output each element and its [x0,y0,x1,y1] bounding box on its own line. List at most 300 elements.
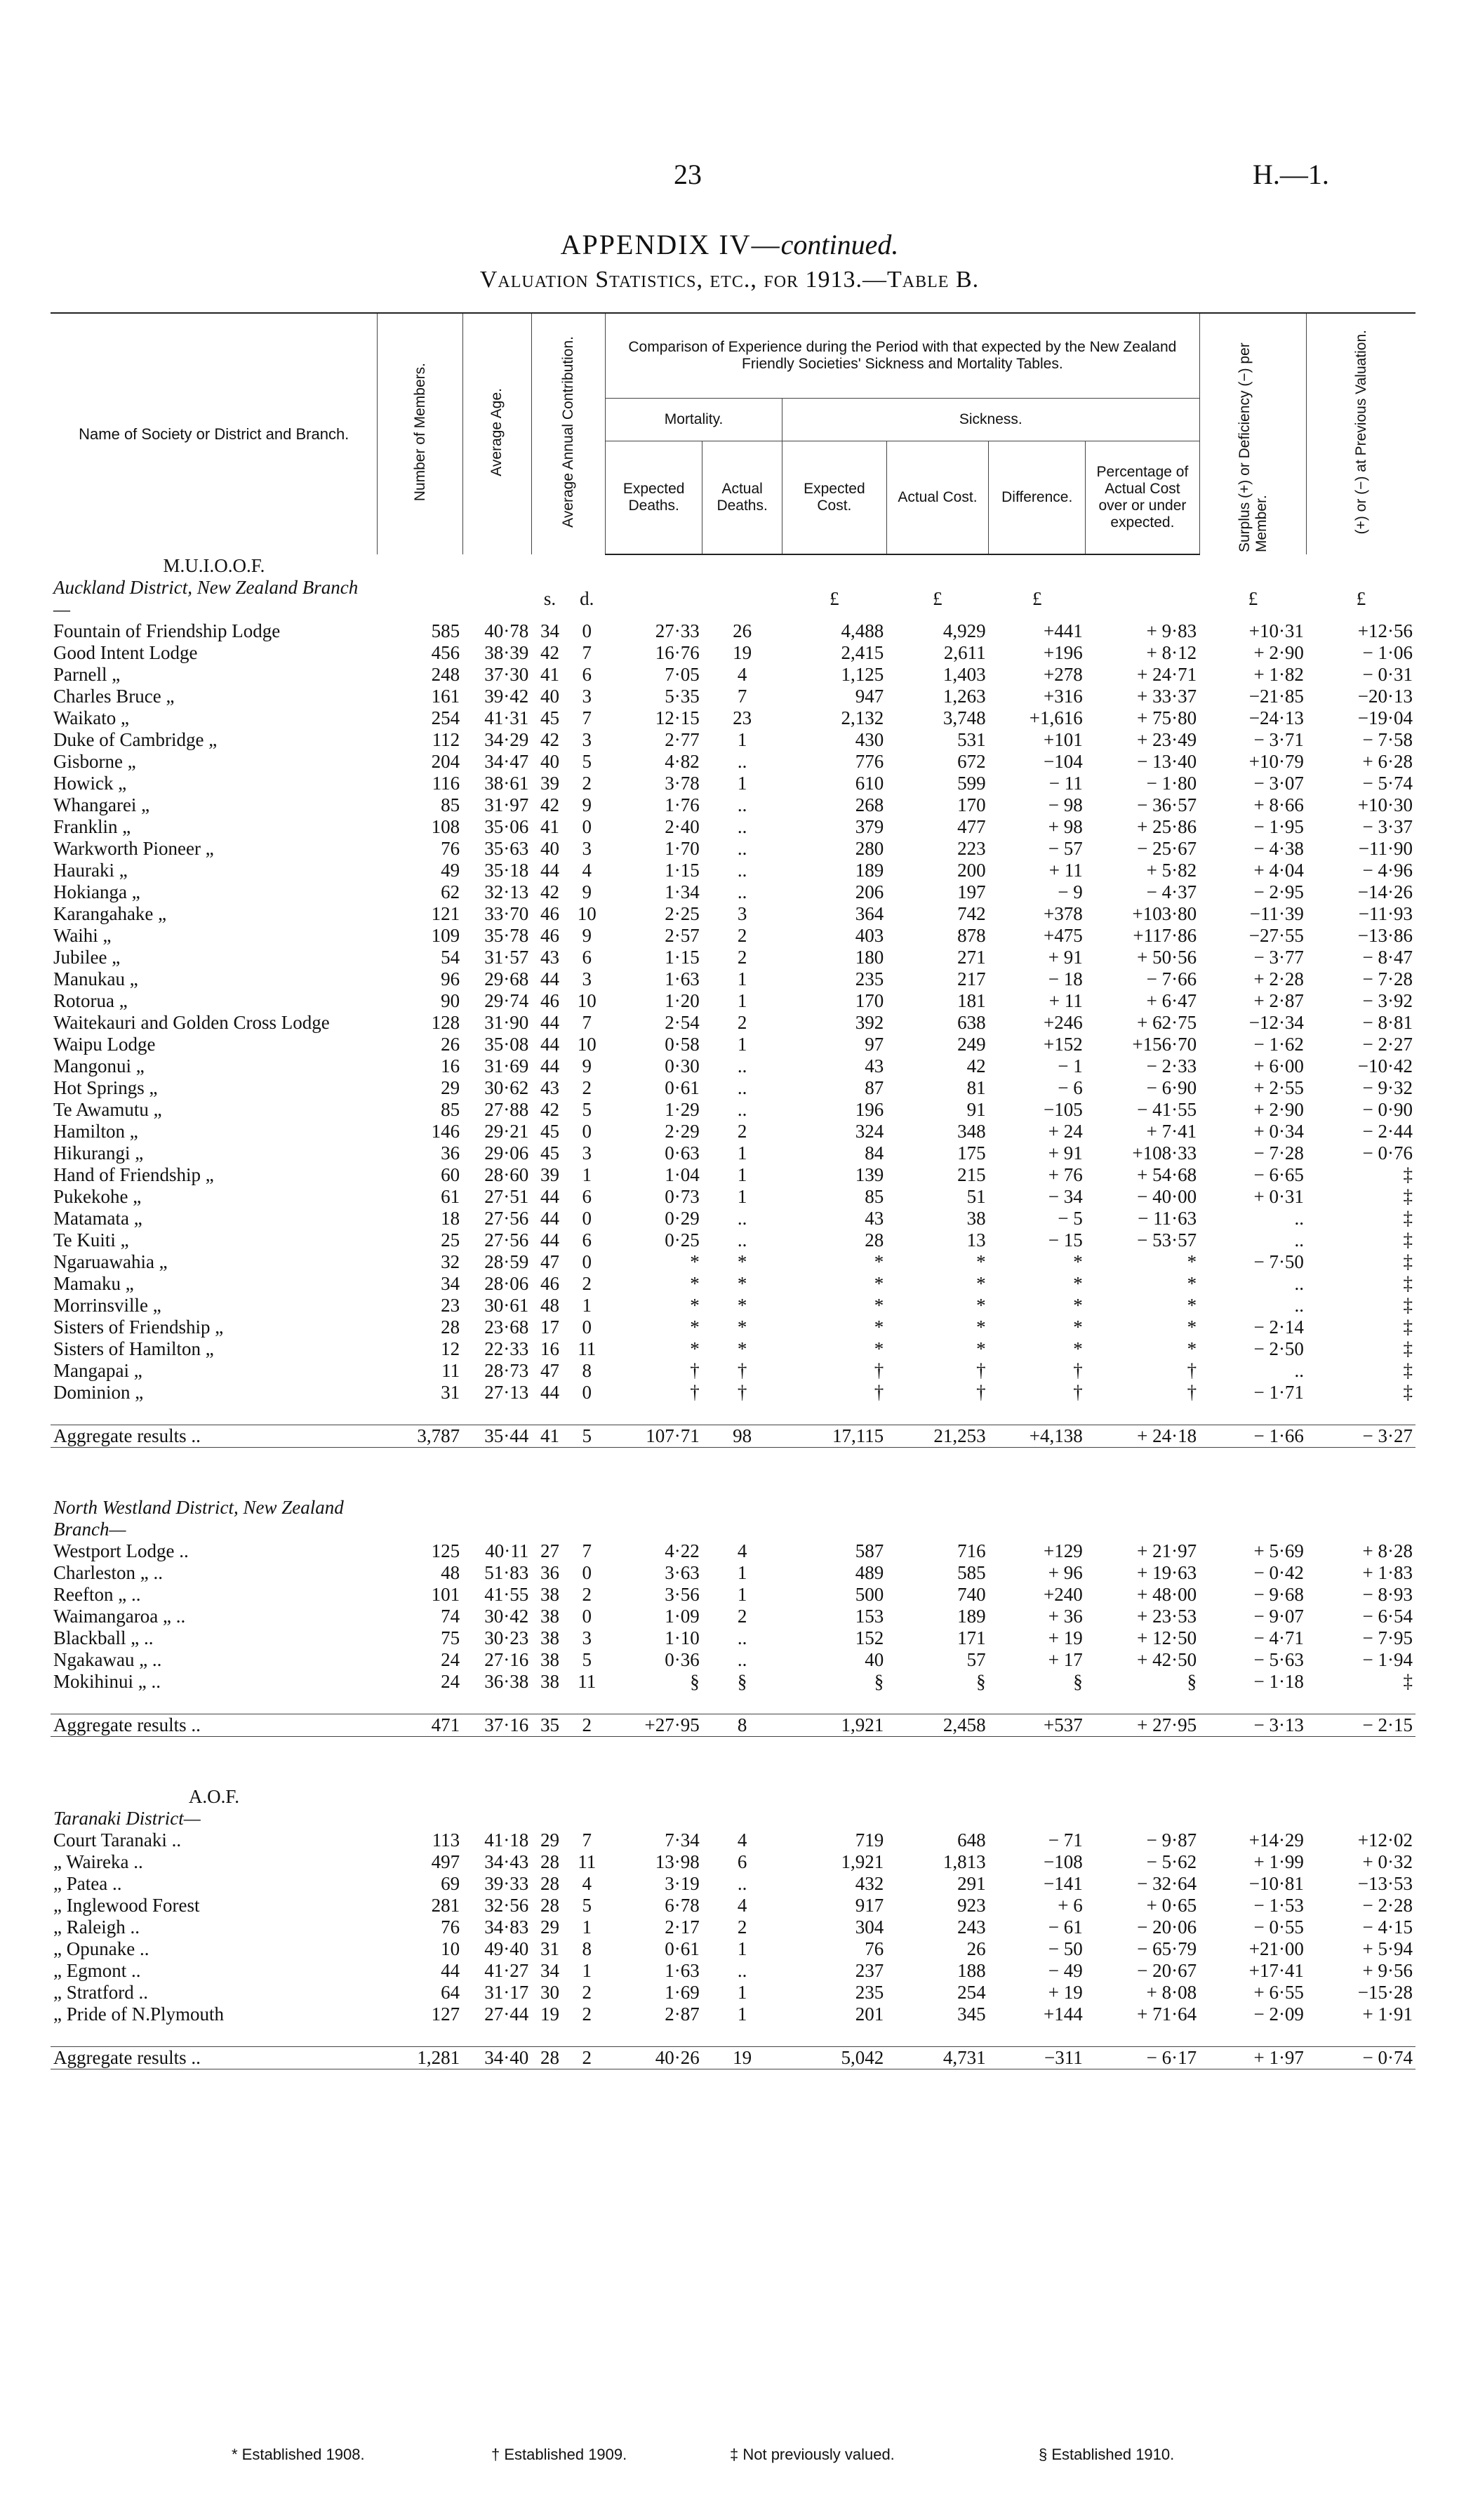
cell-act_deaths: .. [737,860,747,881]
cell-exp_cost: 235 [855,968,884,989]
cell-diff: − 98 [1048,794,1083,815]
cell-act_cost: 13 [966,1229,986,1251]
branch-name: Te Awamutu „ [53,1099,162,1120]
cell-diff: * [1073,1316,1083,1338]
cell-act_cost: 345 [957,2004,986,2025]
cell-d: 5 [582,1099,592,1120]
branch-name: „ Egmont .. [53,1960,141,1981]
cell-surplus: − 1·62 [1253,1034,1304,1055]
cell-members: 204 [431,751,460,772]
cell-prev: − 6·54 [1362,1606,1413,1627]
cell-surplus: −27·55 [1248,925,1304,946]
cell-diff: + 24 [1048,1121,1083,1142]
cell-exp_cost: 947 [855,686,884,707]
cell-pct: * [1187,1338,1197,1359]
cell-age: 40·78 [484,620,529,641]
cell-act_cost: 215 [957,1164,986,1185]
branch-name: Blackball „ .. [53,1627,154,1648]
branch-name: Howick „ [53,773,127,794]
cell-d: 0 [582,1562,592,1583]
cell-members: 248 [431,664,460,685]
aggregate-age: 34·40 [462,2047,531,2069]
cell-age: 29·21 [484,1121,529,1142]
branch-name: Manukau „ [53,968,138,989]
cell-age: 35·63 [484,838,529,859]
blank [378,577,531,620]
cell-members: 12 [441,1338,460,1359]
cell-exp_deaths: 2·77 [665,729,700,750]
cell-exp_deaths: 6·78 [665,1895,700,1916]
cell-d: 5 [582,1895,592,1916]
cell-act_deaths: 7 [737,686,747,707]
cell-act_deaths: * [737,1295,747,1316]
cell-age: 31·97 [484,794,529,815]
aggregate-prev: − 2·15 [1307,1714,1415,1737]
cell-act_cost: † [976,1382,986,1403]
cell-diff: +246 [1044,1012,1083,1033]
cell-d: 7 [582,642,592,663]
cell-act_deaths: 1 [737,773,747,794]
cell-age: 31·17 [484,1982,529,2003]
cell-d: 4 [582,860,592,881]
cell-pct: + 54·68 [1137,1164,1197,1185]
cell-exp_deaths: 2·17 [665,1916,700,1938]
cell-s: 44 [540,860,560,881]
cell-diff: +278 [1044,664,1083,685]
cell-age: 51·83 [484,1562,529,1583]
cell-exp_deaths: * [690,1295,700,1316]
cell-exp_cost: 189 [855,860,884,881]
cell-act_cost: 200 [957,860,986,881]
cell-exp_cost: 4,488 [841,620,884,641]
cell-act_deaths: 1 [737,1186,747,1207]
header-comparison: Comparison of Experience during the Period with that expected by the New Zealand Friendly Societies' Sickness and Mortality Tables. [606,313,1199,399]
cell-act_cost: 1,403 [942,664,986,685]
cell-exp_cost: * [874,1273,884,1294]
cell-d: 0 [582,620,592,641]
cell-act_deaths: † [737,1360,747,1381]
table-row [51,860,1415,881]
cell-s: 41 [540,816,560,837]
cell-act_deaths: 1 [737,1584,747,1605]
cell-age: 35·18 [484,860,529,881]
cell-surplus: − 2·50 [1253,1338,1304,1359]
branch-name: Sisters of Friendship „ [53,1316,224,1338]
table-row [51,1982,1415,2004]
branch-name: Mangapai „ [53,1360,142,1381]
cell-members: 49 [441,860,460,881]
cell-members: 497 [431,1851,460,1872]
branch-name: Westport Lodge .. [53,1540,189,1561]
cell-act_deaths: 1 [737,729,747,750]
cell-act_deaths: .. [737,816,747,837]
cell-act_deaths: .. [737,881,747,902]
cell-act_cost: 249 [957,1034,986,1055]
cell-exp_deaths: 1·20 [665,990,700,1011]
cell-diff: +196 [1044,642,1083,663]
cell-d: 0 [582,1208,592,1229]
cell-surplus: +14·29 [1248,1829,1304,1851]
cell-exp_cost: 610 [855,773,884,794]
cell-diff: +316 [1044,686,1083,707]
valuation-table [51,312,1415,2069]
cell-s: 42 [540,1099,560,1120]
cell-act_deaths: .. [737,1229,747,1251]
cell-d: 0 [582,1121,592,1142]
cell-pct: − 11·63 [1138,1208,1197,1229]
aggregate-d: 5 [568,1425,606,1448]
table-row [51,1916,1415,1938]
table-row [51,642,1415,664]
branch-name: „ Inglewood Forest [53,1895,200,1916]
cell-pct: * [1187,1273,1197,1294]
cell-pct: + 9·83 [1146,620,1197,641]
table-row [51,1851,1415,1873]
cell-prev: + 8·28 [1362,1540,1413,1561]
table-row [51,947,1415,968]
branch-name: Morrinsville „ [53,1295,161,1316]
cell-exp_deaths: 5·35 [665,686,700,707]
cell-exp_deaths: 0·63 [665,1142,700,1164]
cell-d: 2 [582,773,592,794]
cell-s: 29 [540,1916,560,1938]
cell-pct: − 20·06 [1137,1916,1197,1938]
cell-act_cost: 217 [957,968,986,989]
cell-exp_deaths: 0·73 [665,1186,700,1207]
branch-name: Hauraki „ [53,860,128,881]
cell-surplus: +10·79 [1248,751,1304,772]
cell-surplus: − 4·71 [1253,1627,1304,1648]
aggregate-pct: + 27·95 [1086,1714,1199,1737]
cell-act_cost: * [976,1251,986,1272]
cell-members: 76 [441,838,460,859]
cell-d: 0 [582,1382,592,1403]
cell-act_deaths: .. [737,751,747,772]
cell-act_cost: 197 [957,881,986,902]
cell-prev: − 0·90 [1362,1099,1413,1120]
cell-prev: −20·13 [1357,686,1413,707]
cell-age: 34·83 [484,1916,529,1938]
cell-exp_deaths: 2·40 [665,816,700,837]
cell-surplus: + 2·87 [1253,990,1304,1011]
branch-name: Dominion „ [53,1382,144,1403]
cell-act_cost: 38 [966,1208,986,1229]
cell-exp_deaths: 1·15 [665,860,700,881]
aggregate-diff: −311 [989,2047,1086,2069]
cell-exp_deaths: * [690,1338,700,1359]
cell-members: 31 [441,1382,460,1403]
cell-members: 44 [441,1960,460,1981]
cell-surplus: + 8·66 [1253,794,1304,815]
cell-exp_deaths: 2·25 [665,903,700,924]
district-row [51,1808,1415,1829]
cell-d: 0 [582,1606,592,1627]
spacer [51,1737,1415,1787]
branch-name: Franklin „ [53,816,131,837]
branch-name: Sisters of Hamilton „ [53,1338,214,1359]
cell-d: 9 [582,881,592,902]
cell-pct: + 21·97 [1137,1540,1197,1561]
cell-diff: +144 [1044,2004,1083,2025]
cell-prev: − 3·37 [1362,816,1413,837]
cell-diff: + 76 [1048,1164,1083,1185]
cell-act_deaths: 2 [737,1606,747,1627]
cell-s: 44 [540,1034,560,1055]
cell-members: 25 [441,1229,460,1251]
cell-surplus: − 2·95 [1253,881,1304,902]
cell-prev: − 1·94 [1362,1649,1413,1670]
header-expected-deaths: Expected Deaths. [606,441,702,555]
cell-s: 43 [540,947,560,968]
branch-name: „ Opunake .. [53,1938,149,1959]
cell-surplus: + 6·55 [1253,1982,1304,2003]
cell-exp_deaths: 0·25 [665,1229,700,1251]
cell-d: 0 [582,816,592,837]
branch-name: Karangahake „ [53,903,167,924]
table-row [51,686,1415,707]
cell-prev: − 2·27 [1362,1034,1413,1055]
cell-d: 1 [582,1960,592,1981]
table-row [51,1142,1415,1164]
cell-surplus: − 2·14 [1253,1316,1304,1338]
cell-exp_cost: 28 [865,1229,884,1251]
cell-pct: − 65·79 [1137,1938,1197,1959]
cell-d: 0 [582,1251,592,1272]
cell-exp_cost: † [874,1360,884,1381]
cell-d: 6 [582,664,592,685]
table-row [51,816,1415,838]
cell-members: 85 [441,1099,460,1120]
cell-pct: + 19·63 [1137,1562,1197,1583]
cell-surplus: + 2·90 [1253,1099,1304,1120]
cell-age: 30·61 [484,1295,529,1316]
branch-name: Rotorua „ [53,990,128,1011]
cell-pct: + 12·50 [1137,1627,1197,1648]
cell-members: 24 [441,1649,460,1670]
cell-exp_deaths: 2·54 [665,1012,700,1033]
cell-exp_cost: † [874,1382,884,1403]
spacer-row [51,1404,1415,1425]
cell-diff: + 11 [1048,860,1083,881]
cell-diff: + 19 [1048,1627,1083,1648]
cell-exp_deaths: 4·82 [665,751,700,772]
cell-age: 37·30 [484,664,529,685]
spacer-row [51,1448,1415,1498]
cell-s: 44 [540,1012,560,1033]
branch-name: Hokianga „ [53,881,140,902]
table-row [51,1895,1415,1916]
cell-prev: − 2·44 [1362,1121,1413,1142]
branch-name: Mokihinui „ .. [53,1671,161,1692]
cell-d: 2 [582,1273,592,1294]
aggregate-members: 3,787 [378,1425,462,1448]
cell-exp_deaths: 1·76 [665,794,700,815]
cell-act_cost: 923 [957,1895,986,1916]
cell-exp_cost: * [874,1316,884,1338]
cell-s: 27 [540,1540,560,1561]
header-members: Number of Members. [378,313,462,554]
cell-members: 60 [441,1164,460,1185]
table-row [51,620,1415,642]
cell-surplus: − 2·09 [1253,2004,1304,2025]
cell-s: 42 [540,881,560,902]
cell-act_deaths: .. [737,1960,747,1981]
cell-act_cost: * [976,1273,986,1294]
cell-members: 109 [431,925,460,946]
aggregate-surplus: − 1·66 [1199,1425,1307,1448]
cell-s: 28 [540,1873,560,1894]
cell-surplus: + 1·99 [1253,1851,1304,1872]
cell-act_deaths: 1 [737,1034,747,1055]
cell-act_cost: § [976,1671,986,1692]
cell-s: 44 [540,1382,560,1403]
cell-pct: + 50·56 [1137,947,1197,968]
cell-pct: − 40·00 [1137,1186,1197,1207]
cell-prev: −13·53 [1357,1873,1413,1894]
cell-diff: * [1073,1295,1083,1316]
branch-name: Waikato „ [53,707,130,728]
cell-diff: − 6 [1058,1077,1083,1098]
spacer-row [51,1737,1415,1787]
cell-act_deaths: 26 [733,620,752,641]
cell-diff: − 18 [1048,968,1083,989]
cell-exp_cost: 237 [855,1960,884,1981]
unit-label: d. [580,587,594,609]
aggregate-surplus: + 1·97 [1199,2047,1307,2069]
cell-age: 41·31 [484,707,529,728]
cell-pct: +156·70 [1132,1034,1197,1055]
table-row [51,773,1415,794]
cell-d: 7 [582,1829,592,1851]
cell-act_cost: 742 [957,903,986,924]
cell-exp_cost: 432 [855,1873,884,1894]
cell-pct: † [1187,1360,1197,1381]
cell-surplus: − 7·50 [1253,1251,1304,1272]
cell-age: 38·39 [484,642,529,663]
cell-exp_deaths: 3·56 [665,1584,700,1605]
cell-members: 161 [431,686,460,707]
cell-act_deaths: 1 [737,1164,747,1185]
cell-d: 9 [582,1055,592,1076]
cell-diff: − 49 [1048,1960,1083,1981]
cell-act_deaths: 1 [737,1142,747,1164]
aggregate-prev: − 3·27 [1307,1425,1415,1448]
cell-exp_cost: 84 [865,1142,884,1164]
page-reference: H.—1. [1253,159,1329,190]
footnote: † Established 1909. [491,2446,627,2463]
cell-pct: − 32·64 [1137,1873,1197,1894]
cell-act_deaths: 1 [737,990,747,1011]
cell-act_deaths: § [737,1671,747,1692]
cell-act_cost: 254 [957,1982,986,2003]
cell-age: 30·42 [484,1606,529,1627]
cell-d: 9 [582,794,592,815]
cell-exp_cost: 180 [855,947,884,968]
cell-prev: − 7·58 [1362,729,1413,750]
cell-s: 39 [540,1164,560,1185]
cell-s: 40 [540,686,560,707]
cell-diff: +441 [1044,620,1083,641]
cell-prev: + 1·91 [1362,2004,1413,2025]
cell-surplus: .. [1294,1208,1304,1229]
cell-pct: − 6·90 [1146,1077,1197,1098]
table-row [51,990,1415,1012]
cell-members: 62 [441,881,460,902]
cell-exp_deaths: 3·63 [665,1562,700,1583]
table-row [51,1295,1415,1316]
cell-prev: − 1·06 [1362,642,1413,663]
table-row [51,2004,1415,2025]
cell-members: 90 [441,990,460,1011]
cell-age: 28·59 [484,1251,529,1272]
table-row [51,1316,1415,1338]
page-number: 23 [674,159,702,190]
cell-members: 96 [441,968,460,989]
branch-name: Charles Bruce „ [53,686,175,707]
cell-age: 31·69 [484,1055,529,1076]
cell-d: 2 [582,1982,592,2003]
cell-age: 40·11 [485,1540,529,1561]
cell-exp_cost: 489 [855,1562,884,1583]
aggregate-act_deaths: 8 [702,1714,782,1737]
table-subtitle: Valuation Statistics, etc., for 1913.—Table B. [479,267,980,293]
cell-surplus: + 0·34 [1253,1121,1304,1142]
cell-act_cost: 26 [966,1938,986,1959]
cell-d: 1 [582,1916,592,1938]
table-row [51,1540,1415,1562]
cell-exp_deaths: 3·19 [665,1873,700,1894]
cell-prev: − 9·32 [1362,1077,1413,1098]
cell-act_deaths: 1 [737,1562,747,1583]
cell-members: 29 [441,1077,460,1098]
cell-act_cost: 348 [957,1121,986,1142]
cell-act_deaths: * [737,1338,747,1359]
branch-name: Ngaruawahia „ [53,1251,168,1272]
cell-exp_cost: 2,415 [841,642,884,663]
cell-diff: + 19 [1048,1982,1083,2003]
cell-members: 128 [431,1012,460,1033]
cell-act_deaths: 1 [737,2004,747,2025]
cell-s: 46 [540,903,560,924]
cell-exp_deaths: 1·04 [665,1164,700,1185]
table-row [51,925,1415,947]
cell-act_cost: 648 [957,1829,986,1851]
cell-exp_cost: 139 [855,1164,884,1185]
cell-s: 46 [540,1273,560,1294]
cell-surplus: +21·00 [1248,1938,1304,1959]
branch-name: Ngakawau „ .. [53,1649,162,1670]
cell-diff: * [1073,1273,1083,1294]
cell-d: 2 [582,2004,592,2025]
cell-act_cost: 1,813 [942,1851,986,1872]
cell-exp_deaths: 2·29 [665,1121,700,1142]
cell-d: 6 [582,947,592,968]
cell-d: 0 [582,1316,592,1338]
cell-diff: † [1073,1382,1083,1403]
cell-exp_cost: 40 [865,1649,884,1670]
table-row [51,838,1415,860]
cell-pct: − 1·80 [1146,773,1197,794]
cell-prev: − 3·92 [1362,990,1413,1011]
cell-s: 38 [540,1671,560,1692]
cell-s: 38 [540,1649,560,1670]
cell-act_cost: 599 [957,773,986,794]
cell-d: 2 [582,1077,592,1098]
cell-surplus: + 2·90 [1253,642,1304,663]
cell-prev: ‡ [1403,1164,1413,1185]
cell-members: 101 [431,1584,460,1605]
cell-age: 31·90 [484,1012,529,1033]
